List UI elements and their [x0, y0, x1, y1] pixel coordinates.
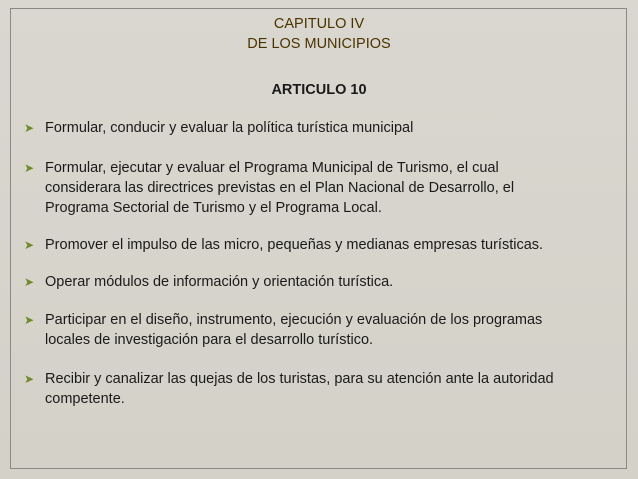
article-title: ARTICULO 10 — [271, 82, 367, 98]
arrow-bullet-icon: ➤ — [24, 121, 35, 135]
list-item — [24, 272, 614, 292]
list-item — [24, 158, 614, 218]
arrow-bullet-icon: ➤ — [24, 372, 35, 386]
list-item — [24, 118, 614, 138]
list-item-text: Recibir y canalizar las quejas de los turistas, para su atención ante la autoridad competente. — [45, 371, 554, 407]
list-item-text: Promover el impulso de las micro, pequeñas y medianas empresas turísticas. — [45, 237, 544, 253]
list-item — [24, 235, 614, 255]
arrow-bullet-icon: ➤ — [24, 238, 35, 252]
arrow-bullet-icon: ➤ — [24, 161, 35, 175]
list-item-text: Participar en el diseño, instrumento, ejecución y evaluación de los programas locales de investigación para el desarrollo turístico. — [45, 312, 543, 348]
list-item-text: Operar módulos de información y orientación turística. — [45, 274, 394, 290]
chapter-title: CAPITULO IV — [273, 16, 365, 32]
list-item — [24, 369, 614, 409]
list-item-text: Formular, conducir y evaluar la política turística municipal — [45, 120, 414, 136]
list-item-text: Formular, ejecutar y evaluar el Programa Municipal de Turismo, el cual considerara las directrices previstas en el Plan Nacional de Desarrollo, el Programa Sectorial de Turismo y el Programa Local. — [45, 160, 515, 216]
arrow-bullet-icon: ➤ — [24, 313, 35, 327]
list-item — [24, 310, 614, 350]
section-title: DE LOS MUNICIPIOS — [247, 36, 391, 52]
arrow-bullet-icon: ➤ — [24, 275, 35, 289]
